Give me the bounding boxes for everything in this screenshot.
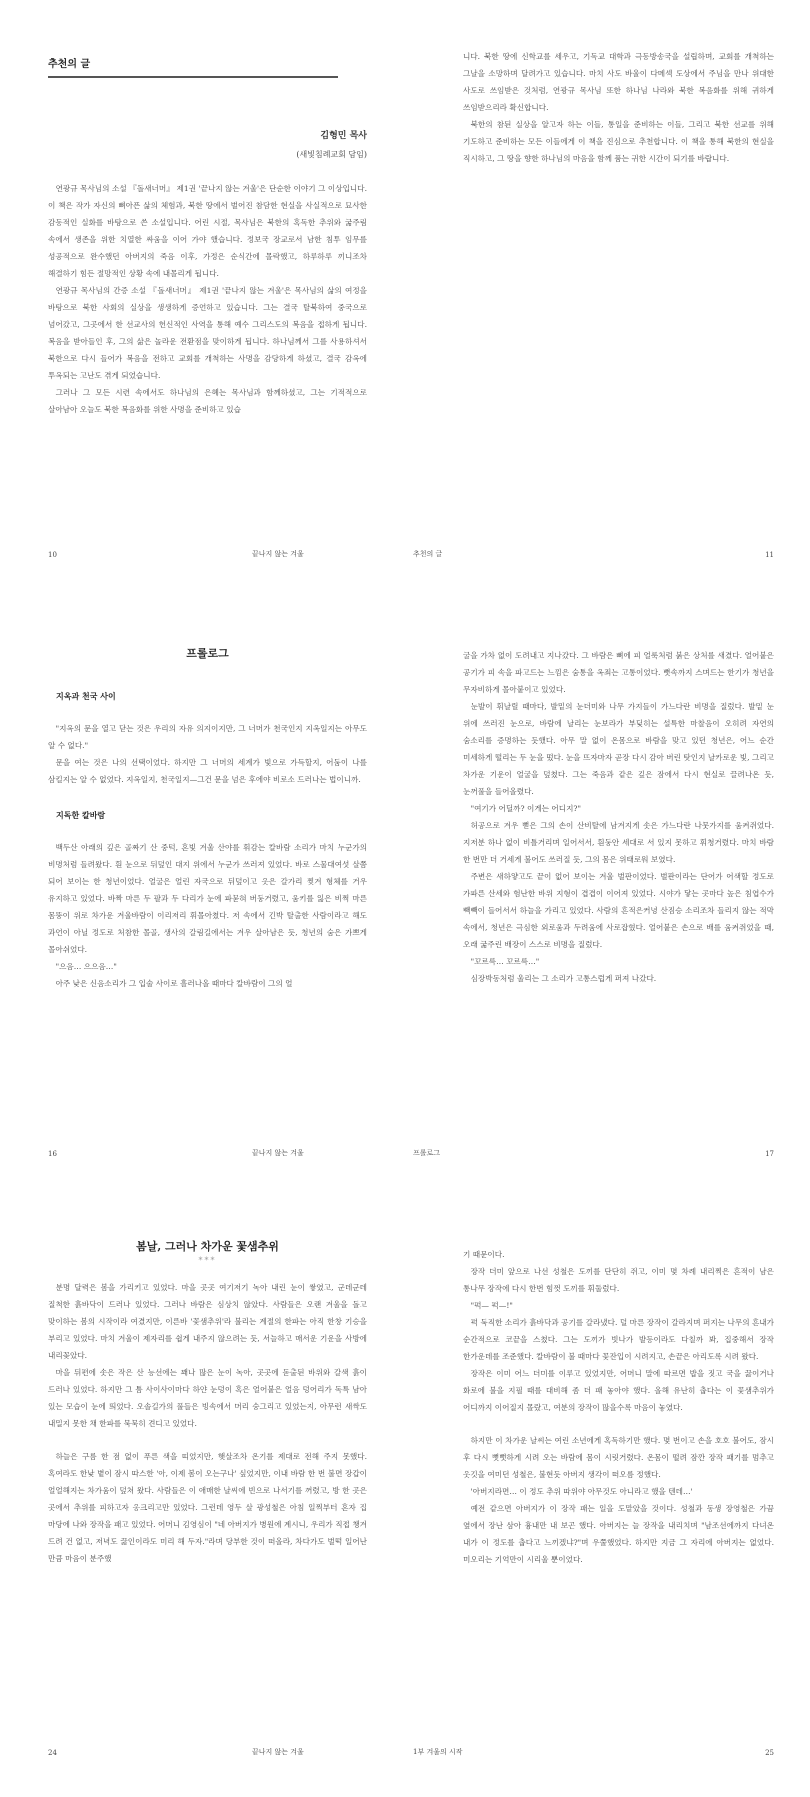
page-number: 24 <box>48 1749 57 1757</box>
paragraph: '아버지라면… 이 정도 추위 따위야 아무것도 아니라고 했을 텐데…' <box>470 1487 693 1496</box>
author-affiliation: (새빛침례교회 담임) <box>296 150 367 159</box>
chapter-title: 봄날, 그러나 차가운 꽃샘추위 <box>136 1240 279 1253</box>
running-title: 추천의 글 <box>413 550 443 558</box>
subheading: 지옥과 천국 사이 <box>56 691 116 701</box>
page-number: 16 <box>48 1150 57 1158</box>
paragraph: 문을 여는 것은 나의 선택이었다. 하지만 그 너머의 세계가 빛으로 가득할지, 어둠이 나를 삼킬지는 알 수 없었다. 지옥일지, 천국일지—그건 문을 넘은 후에야 비로소 드러나는 법이니까. <box>48 758 367 784</box>
paragraph: 굴을 가차 없이 도려내고 지나갔다. 그 바람은 뼈에 피 얼룩처럼 붉은 상처를 새겼다. 얼어붙은 공기가 피 속을 파고드는 느낌은 숨통을 옥죄는 고통이었다. 뼛속까지 스며드는 한기가 청년을 무자비하게 몰아붙이고 있었다. <box>463 651 774 694</box>
paragraph: "으음… 으으음…" <box>55 962 117 971</box>
paragraph: 심장박동처럼 울리는 그 소리가 고통스럽게 퍼져 나갔다. <box>470 974 657 983</box>
author-name: 김형민 목사 <box>320 131 367 141</box>
running-title: 끝나지 않는 겨울 <box>252 1149 304 1157</box>
page-number: 11 <box>765 551 774 559</box>
page-body <box>463 647 774 987</box>
paragraph: 연광규 목사님의 간증 소설 『돌새너머』 제1권 '끝나지 않는 겨울'은 목사님의 삶의 여정을 바탕으로 북한 사회의 실상을 생생하게 증언하고 있습니다. 그는 결국 탈북하여 중국으로 넘어갔고, 그곳에서 한 선교사의 헌신적인 사역을 통해 예수 그리스도의 복음을 접하게 됩니다. 복음을 받아들인 후, 그의 삶은 놀라운 전환점을 맞이하게 됩니다. 하나님께서 그를 사용하셔서 북한으로 다시 들어가 복음을 전하고 교회를 개척하는 사명을 감당하게 하셨고, 결국 감옥에 투옥되는 고난도 겪게 되었습니다. <box>48 286 367 380</box>
page-number: 10 <box>48 551 57 559</box>
paragraph: 주변은 새하얗고도 끝이 없어 보이는 겨울 벌판이었다. 벌판이라는 단어가 어색할 정도로 가파른 산세와 험난한 바위 지형이 겹겹이 이어져 있었다. 시야가 닿는 곳마다 높은 침엽수가 빽빽이 들어서서 하늘을 가리고 있었다. 사람의 흔적은커녕 산짐승 소리조차 들리지 않는 적막 속에서, 청년은 극심한 외로움과 두려움에 사로잡혔다. 얼어붙은 손으로 배를 움켜쥐었을 때, 오래 굶주린 배장이 스스로 비명을 질렀다. <box>463 872 774 949</box>
running-title: 끝나지 않는 겨울 <box>252 1748 304 1756</box>
running-title: 끝나지 않는 겨울 <box>252 550 304 558</box>
paragraph: 아주 낮은 신음소리가 그 입술 사이로 흘러나올 때마다 칼바람이 그의 얼 <box>55 979 293 988</box>
page-body <box>48 1279 367 1567</box>
paragraph: 장작 더미 앞으로 나선 성철은 도끼를 단단히 쥐고, 이미 몇 차례 내리찍은 흔적이 남은 통나무 장작에 다시 한번 힘껏 도끼를 휘둘렀다. <box>463 1267 774 1293</box>
running-title: 1부 겨울의 시작 <box>413 1748 463 1756</box>
paragraph: 퍽 둑직한 소리가 흙바닥과 공기를 갈라냈다. 덜 마른 장작이 갈라지며 퍼지는 나무의 흔내가 순간적으로 코끝을 스쳤다. 그는 도끼가 빗나가 발등이라도 다칠까 봐, 집중해서 장작 한가운데를 조준했다. 칼바람이 불 때마다 꽃잔입이 시려지고, 손끝은 아리도록 시려 왔다. <box>463 1318 774 1361</box>
paragraph: 북한의 참된 실상을 알고자 하는 이들, 통일을 준비하는 이들, 그리고 북한 선교를 위해 기도하고 준비하는 모든 이들에게 이 책을 진심으로 추천합니다. 이 책을 통해 북한의 현실을 직시하고, 그 땅을 향한 하나님의 마음을 함께 품는 귀한 시간이 되기를 바랍니다. <box>463 120 774 163</box>
page-body <box>48 839 367 992</box>
paragraph: 기 때문이다. <box>463 1250 505 1259</box>
page-16 <box>0 599 405 1198</box>
subheading: 지독한 칼바람 <box>56 810 106 820</box>
paragraph: 허공으로 겨우 뻗은 그의 손이 산비탈에 남겨지게 솟은 가느다란 나뭇가지를 움켜쥐었다. 지저분 하나 없이 비틀거리며 일어서서, 흰둥안 세대로 서 있지 못하고 휘청거렸다. 마치 바람 한 번만 더 거세게 불어도 쓰러질 듯, 그의 몸은 위태로워 보였다. <box>463 821 774 864</box>
page-body <box>463 48 774 167</box>
paragraph: 백두산 아래의 깊은 골짜기 산 중턱, 혼빛 겨울 산야를 휘감는 칼바람 소리가 마치 누군가의 비명처럼 들려왔다. 흰 눈으로 뒤덮인 대지 위에서 누군가 쓰러져 있었다. 바로 스물대여섯 살쯤 되어 보이는 한 청년이었다. 얼굴은 얼린 자국으로 뒤덮이고 옷은 갈가리 찢겨 형체를 거우 유지하고 있었다. 바짝 마른 두 팔과 두 다리가 눈에 파묻혀 버둥거렸고, 움키를 잃은 비쩍 마른 몸뚱이 위로 차가운 겨울바람이 이리저리 휘몰아쳤다. 저 속에서 긴박 탈출한 사람이라고 해도 과언이 아닐 정도로 처참한 몰골, 생사의 갈림길에서는 겨우 살아남은 듯, 청년의 숨은 가쁘게 몰아쉬었다. <box>48 843 367 954</box>
ornament-stars: *** <box>198 1256 217 1265</box>
page-11 <box>405 0 810 599</box>
paragraph: 눈발이 휘날릴 때마다, 발밑의 눈더미와 나무 가지들이 가느다란 비명을 질렀다. 발밑 눈 위에 쓰러진 눈으로, 바람에 날리는 눈보라가 부딪히는 설특한 마찰음이 오히려 자연의 숨소리를 증명하는 듯했다. 아무 말 없이 온몸으로 바람을 맞고 있던 청년은, 어느 순간 미세하게 떨리는 두 눈을 떴다. 눈을 뜨자마자 곧장 다시 감아 버린 탓인지 날카로운 빛, 그리고 차가운 기운이 얼굴을 덮쳤다. 그는 죽음과 같은 깊은 잠에서 다시 현실로 끌려나온 듯, 눈꺼풀을 들어올렸다. <box>463 702 774 796</box>
paragraph: "퍽— 퍽—!" <box>470 1301 513 1310</box>
chapter-title: 프롤로그 <box>186 647 229 660</box>
section-label: 추천의 글 <box>48 55 338 78</box>
page-number: 17 <box>765 1150 774 1158</box>
paragraph: "여기가 어딜까? 이게는 어디지?" <box>470 804 581 813</box>
paragraph: 예전 같으면 아버지가 이 장작 패는 일을 도맡았을 것이다. 성철과 동생 장영철은 가끔 옆에서 장난 삼아 흉내만 내 보곤 했다. 아버지는 늘 장작을 내리치며 "남조선에까지 다녀온 내가 이 정도를 춥다고 느끼겠냐?"며 우쭐했었다. 하지만 지금 그 자리에 아버지는 없었다. 미오리는 기억만이 시리울 뿐이었다. <box>463 1504 774 1564</box>
page-24 <box>0 1198 405 1797</box>
paragraph: 하지만 이 차가운 날씨는 여린 소년에게 혹독하기만 했다. 몇 번이고 손을 호호 불어도, 잠시 후 다시 뻣뻣하게 시려 오는 바람에 몸이 시릿거렸다. 온몸이 떨려 잠깐 장작 패기를 멈추고 옷깃을 여미던 성철은, 불현듯 아버지 생각이 떠오름 정했다. <box>463 1436 774 1479</box>
paragraph: 마을 뒤편에 솟은 작은 산 능선에는 꽤나 많은 눈이 녹아, 곳곳에 돋출된 바위와 갈색 흙이 드러나 있었다. 하지만 그 틈 사이사이마다 하얀 눈덩이 혹은 얼어붙은 얼음 덩어리가 독특 남아 있는 모습이 눈에 띄었다. 오솔길가의 풀들은 빙속에서 머리 숭그리고 있었는지, 아무런 새싹도 내밀지 못한 채 한파를 묵묵히 견디고 있었다. <box>48 1368 367 1428</box>
page-number: 25 <box>765 1749 774 1757</box>
paragraph: 장작은 이미 어느 더미를 이루고 있었지만, 어머니 말에 따르면 밥을 짓고 국을 끓이거나 화로에 불을 지필 때를 대비해 좀 더 패 놓아야 했다. 올해 유난히 춥다는 이 꽃샘추위가 어디까지 이어질지 몰랐고, 여분의 장작이 많을수록 마음이 놓였다. <box>463 1369 774 1412</box>
paragraph: 하늘은 구름 한 점 없이 푸른 색을 띠었지만, 햇살조차 온기를 제대로 전해 주지 못했다. 혹여라도 한낮 볕이 잠시 따스한 '아, 이제 봄이 오는구나' 싶었지만, 이내 바람 한 번 불면 장갑이 얼얼해지는 차가움이 덮쳐 왔다. 사람들은 이 애매한 날씨에 빈으로 나서기를 꺼렸고, 방 한 곳은 곳에서 추위를 피하고자 옹크리고만 있었다. 그런데 영두 살 광성철은 아침 일찍부터 혼자 집 마당에 나와 장작을 패고 있었다. 어머니 김영심이 "네 아버지가 병원에 계시니, 우리가 직접 챙겨 드려 건 없고, 저녁도 끓인이라도 미리 해 두자."라며 당부한 것이 떠올라, 차다가도 벌떡 일어난 만큼 마음이 분주했 <box>48 1452 367 1563</box>
paragraph: "꼬르륵… 꼬르륵…" <box>470 957 540 966</box>
paragraph: 니다. 북한 땅에 신학교를 세우고, 기독교 대학과 극동방송국을 설립하며, 교회를 개척하는 그날을 소망하며 달려가고 있습니다. 마치 사도 바울이 다메섹 도상에서 주님을 만나 위대한 사도로 쓰임받은 것처럼, 연광규 목사님 또한 하나님 나라와 북한 복음화를 위해 귀하게 쓰임받으리라 확신합니다. <box>463 52 774 112</box>
page-10 <box>0 0 405 599</box>
paragraph: 연광규 목사님의 소설 『돌새너머』 제1권 '끝나지 않는 겨울'은 단순한 이야기 그 이상입니다. 이 책은 작가 자신의 뼈아픈 삶의 체험과, 북한 땅에서 벌어진 참담한 현실을 사실적으로 묘사한 감동적인 실화를 바탕으로 쓴 소설입니다. 어린 시절, 목사님은 북한의 혹독한 추위와 굶주림 속에서 생존을 위한 치열한 싸움을 이어 가야 했습니다. 정보국 장교로서 남한 침투 임무를 성공적으로 완수했던 아버지의 죽음 이후, 가정은 순식간에 몰락했고, 하루하루 끼니조차 해결하기 힘든 절망적인 상황 속에 내몰리게 됩니다. <box>48 184 367 278</box>
page-17 <box>405 599 810 1198</box>
page-25 <box>405 1198 810 1797</box>
page-body <box>48 720 367 788</box>
paragraph: 그러나 그 모든 시련 속에서도 하나님의 은혜는 목사님과 함께하셨고, 그는 기적적으로 살아남아 오늘도 북한 복음화를 위한 사명을 준비하고 있습 <box>48 388 367 414</box>
running-title: 프롤로그 <box>413 1149 441 1157</box>
page-body <box>48 180 367 418</box>
page-body <box>463 1246 774 1568</box>
paragraph: 분명 달력은 봄을 가리키고 있었다. 마을 곳곳 여기저기 녹아 내린 눈이 쌓였고, 군데군데 질척한 흙바닥이 드러나 있었다. 그러나 바람은 심상치 않았다. 사람들은 오랜 겨울을 돌고 맞이하는 봄의 시작이라 여겼지만, 이른바 '꽃샘추위'라 불리는 계절의 한파는 아직 한창 기승을 부리고 있었다. 마치 겨울이 제자리를 쉽게 내주지 않으려는 듯, 서늘하고 매서운 기운을 사방에 내리꽂았다. <box>48 1283 367 1360</box>
paragraph: "지옥의 문을 열고 닫는 것은 우리의 자유 의지이지만, 그 너머가 천국인지 지옥일지는 아무도 알 수 없다." <box>48 724 367 750</box>
